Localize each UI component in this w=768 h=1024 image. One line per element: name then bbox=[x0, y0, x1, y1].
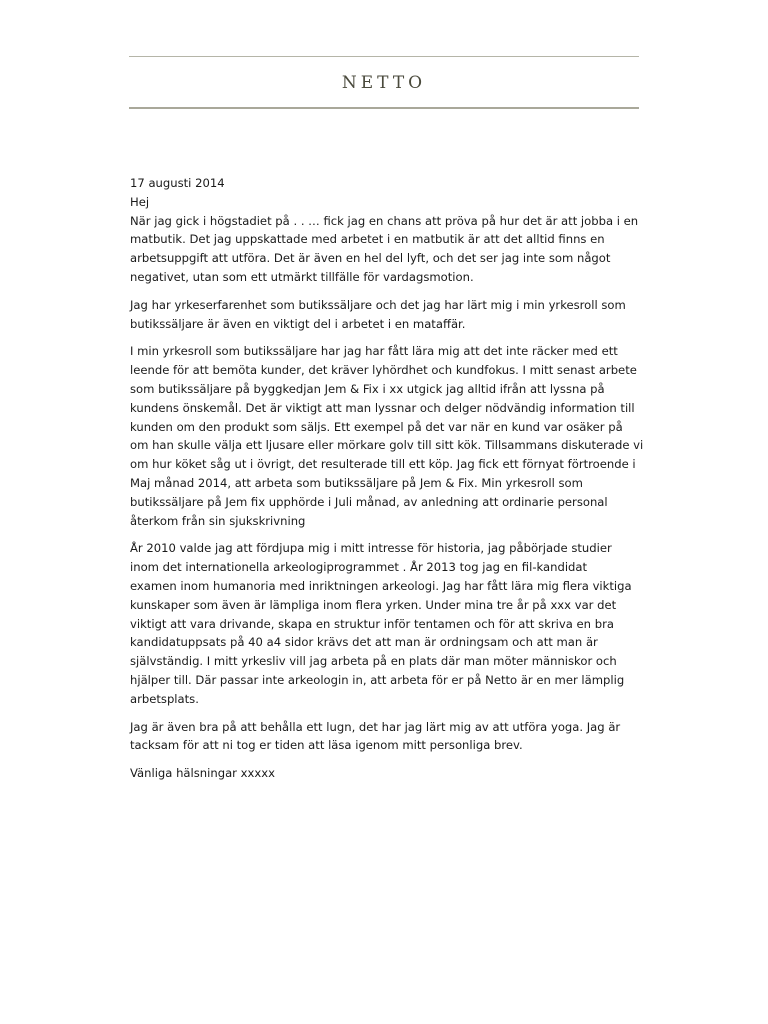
paragraph-3 bbox=[130, 342, 645, 530]
letter-date: 17 augusti 2014 bbox=[130, 176, 225, 190]
paragraph-line: tacksam för att ni tog er tiden att läsa igenom mitt personliga brev. bbox=[130, 738, 523, 753]
paragraph-4 bbox=[130, 539, 645, 708]
paragraph-line: examen inom humanoria med inriktningen arkeologi. Jag har fått lära mig flera viktiga bbox=[130, 578, 632, 593]
paragraph-line: viktigt att vara drivande, skapa en struktur inför tentamen och för att skriva en bra bbox=[130, 616, 614, 631]
paragraph-line: När jag gick i högstadiet på . . … fick jag en chans att pröva på hur det är att jobba i en bbox=[130, 213, 639, 228]
paragraph-line: kunden om den produkt som säljs. Ett exempel på det var när en kund var osäker på bbox=[130, 419, 623, 434]
paragraph-line: negativet, utan som ett utmärkt tillfälle för vardagsmotion. bbox=[130, 269, 474, 284]
paragraph-line: självständig. I mitt yrkesliv vill jag arbeta på en plats där man möter människor och bbox=[130, 654, 617, 669]
paragraph-line: om han skulle välja ett ljusare eller mörkare golv till sitt kök. Tillsammans diskuterade vi bbox=[130, 438, 644, 453]
paragraph-line: hjälper till. Där passar inte arkeologin in, att arbeta för er på Netto är en mer lämplig bbox=[130, 672, 625, 687]
paragraph-line: arbetsplats. bbox=[130, 691, 199, 706]
letterhead bbox=[129, 56, 639, 109]
paragraph-line: butikssäljare på Jem fix upphörde i Juli månad, av anledning att ordinarie personal bbox=[130, 494, 608, 509]
paragraph-line: kunskaper som även är lämpliga inom flera yrken. Under mina tre år på xxx var det bbox=[130, 597, 617, 612]
letter-greeting: Hej bbox=[130, 194, 150, 209]
brand-name: NETTO bbox=[341, 73, 427, 93]
letter-closing: Vänliga hälsningar xxxxx bbox=[130, 766, 275, 781]
paragraph-line: butikssäljare är även en viktigt del i arbetet i en mataffär. bbox=[130, 316, 466, 331]
paragraph-line: inom det internationella arkeologiprogrammet . År 2013 tog jag en fil-kandidat bbox=[130, 560, 588, 575]
paragraph-5 bbox=[130, 718, 645, 756]
paragraph-line: Maj månad 2014, att arbeta som butikssäljare på Jem & Fix. Min yrkesroll som bbox=[130, 475, 583, 490]
paragraph-line: Jag är även bra på att behålla ett lugn, det har jag lärt mig av att utföra yoga. Jag är bbox=[130, 719, 621, 734]
paragraph-line: kundens önskemål. Det är viktigt att man lyssnar och delger nödvändig information till bbox=[130, 400, 635, 415]
paragraph-line: matbutik. Det jag uppskattade med arbetet i en matbutik är att det alltid finns en bbox=[130, 232, 605, 247]
paragraph-1 bbox=[130, 212, 645, 287]
paragraph-line: leende för att bemöta kunder, det kräver lyhördhet och kundfokus. I mitt senast arbete bbox=[130, 363, 637, 378]
letter-body bbox=[130, 174, 645, 783]
paragraph-line: I min yrkesroll som butikssäljare har jag har fått lära mig att det inte räcker med ett bbox=[130, 344, 618, 359]
paragraph-line: Jag har yrkeserfarenhet som butikssäljare och det jag har lärt mig i min yrkesroll som bbox=[130, 297, 626, 312]
paragraph-line: om hur köket såg ut i övrigt, det resulterade till ett köp. Jag fick ett förnyat förtroende i bbox=[130, 457, 636, 472]
paragraph-line: återkom från sin sjukskrivning bbox=[130, 513, 306, 528]
paragraph-2 bbox=[130, 296, 645, 334]
paragraph-line: som butikssäljare på byggkedjan Jem & Fix i xx utgick jag alltid ifrån att lyssna på bbox=[130, 381, 605, 396]
paragraph-line: arbetsuppgift att utföra. Det är även en hel del lyft, och det ser jag inte som något bbox=[130, 251, 611, 266]
paragraph-line: kandidatuppsats på 40 a4 sidor krävs det att man är ordningsam och att man är bbox=[130, 635, 598, 650]
paragraph-line: År 2010 valde jag att fördjupa mig i mitt intresse för historia, jag påbörjade studier bbox=[130, 541, 612, 556]
header-rule-bottom bbox=[129, 107, 639, 109]
